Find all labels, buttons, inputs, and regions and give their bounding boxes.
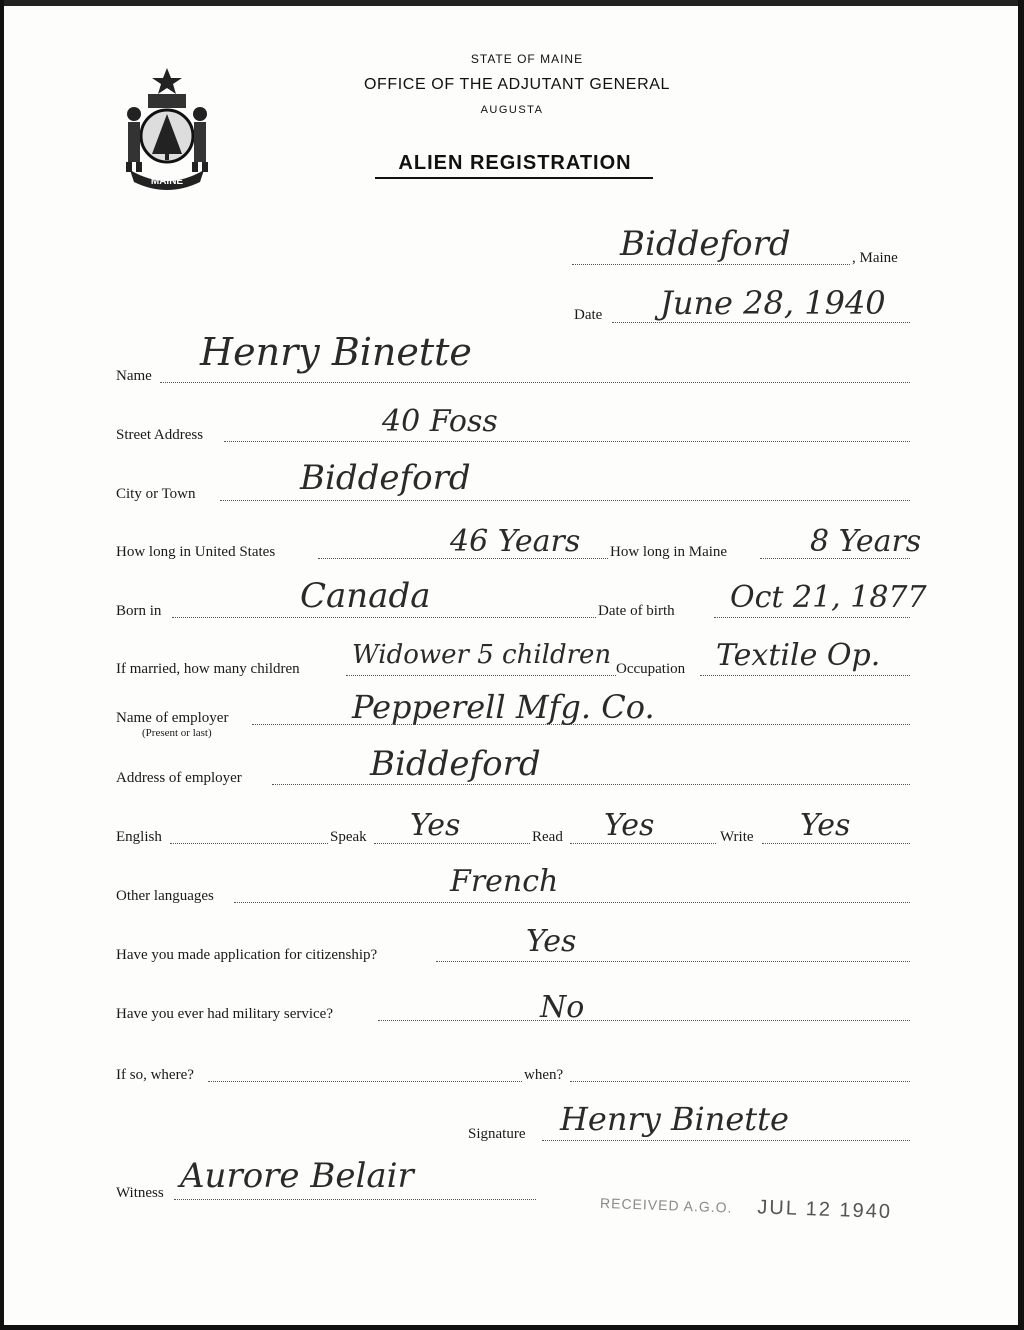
if-so-where-line (208, 1081, 522, 1082)
city-line (220, 500, 910, 501)
military-line (378, 1020, 910, 1021)
how-long-us-label: How long in United States (116, 544, 276, 560)
signature-line (542, 1140, 910, 1141)
seal-label: MAINE (150, 176, 184, 187)
date-line (612, 322, 910, 323)
place-line (572, 264, 850, 265)
city-label: City or Town (116, 486, 196, 502)
header-city: AUGUSTA (480, 104, 544, 116)
scan-border-bottom (0, 1325, 1024, 1330)
witness-label: Witness (116, 1185, 164, 1201)
employer-value[interactable]: Pepperell Mfg. Co. (352, 688, 655, 726)
other-languages-label: Other languages (116, 888, 214, 904)
when-line (570, 1081, 910, 1082)
write-label: Write (720, 829, 754, 845)
married-line (346, 675, 616, 676)
name-line (160, 382, 910, 383)
citizenship-value[interactable]: Yes (526, 924, 577, 959)
stamp-received-text: RECEIVED A.G.O. (599, 1194, 733, 1216)
occupation-label: Occupation (616, 661, 686, 677)
stamp-date: JUL 12 1940 (757, 1196, 893, 1224)
date-of-birth-label: Date of birth (598, 603, 675, 619)
born-in-line (172, 617, 596, 618)
read-line (570, 843, 716, 844)
signature-value[interactable]: Henry Binette (560, 1100, 789, 1138)
read-label: Read (532, 829, 563, 845)
speak-label: Speak (330, 829, 367, 845)
employer-address-label: Address of employer (116, 770, 242, 786)
married-value[interactable]: Widower 5 children (352, 640, 612, 670)
how-long-us-value[interactable]: 46 Years (450, 524, 581, 559)
received-stamp (600, 1191, 893, 1224)
english-line (170, 843, 328, 844)
military-label: Have you ever had military service? (116, 1006, 333, 1022)
other-languages-value[interactable]: French (450, 864, 559, 899)
english-label: English (116, 829, 162, 845)
street-label: Street Address (116, 427, 204, 443)
header-state: STATE OF MAINE (470, 52, 584, 66)
employer-address-value[interactable]: Biddeford (370, 744, 541, 784)
city-value[interactable]: Biddeford (300, 458, 471, 498)
if-so-where-label: If so, where? (116, 1067, 194, 1083)
scan-border-top (0, 0, 1024, 6)
speak-value[interactable]: Yes (410, 808, 461, 843)
citizenship-line (436, 961, 910, 962)
name-label: Name (116, 368, 152, 384)
signature-label: Signature (468, 1126, 526, 1142)
how-long-maine-label: How long in Maine (610, 544, 728, 560)
witness-line (174, 1199, 536, 1200)
header-office: OFFICE OF THE ADJUTANT GENERAL (363, 76, 671, 93)
married-label: If married, how many children (116, 661, 300, 677)
employer-label: Name of employer (116, 710, 229, 726)
write-value[interactable]: Yes (800, 808, 851, 843)
date-of-birth-line (714, 617, 910, 618)
scan-border-right (1018, 0, 1024, 1330)
born-in-value[interactable]: Canada (300, 576, 431, 616)
date-value[interactable]: June 28, 1940 (660, 284, 886, 322)
witness-value[interactable]: Aurore Belair (180, 1156, 414, 1196)
date-of-birth-value[interactable]: Oct 21, 1877 (730, 580, 927, 615)
page-title: ALIEN REGISTRATION (398, 152, 632, 174)
other-languages-line (234, 902, 910, 903)
read-value[interactable]: Yes (604, 808, 655, 843)
scan-border-left (0, 0, 4, 1330)
write-line (762, 843, 910, 844)
maine-label: , Maine (852, 250, 898, 266)
name-value[interactable]: Henry Binette (200, 330, 472, 374)
occupation-line (700, 675, 910, 676)
occupation-value[interactable]: Textile Op. (716, 638, 881, 673)
street-line (224, 441, 910, 442)
citizenship-label: Have you made application for citizenship? (116, 947, 378, 963)
street-value[interactable]: 40 Foss (382, 404, 498, 439)
speak-line (374, 843, 530, 844)
military-value[interactable]: No (540, 990, 585, 1025)
employer-address-line (272, 784, 910, 785)
how-long-maine-value[interactable]: 8 Years (810, 524, 922, 559)
employer-sub-label: (Present or last) (142, 727, 212, 739)
place-value[interactable]: Biddeford (620, 224, 791, 264)
born-in-label: Born in (116, 603, 162, 619)
when-label: when? (524, 1067, 564, 1083)
date-label: Date (574, 307, 603, 323)
title-underline (375, 177, 653, 179)
